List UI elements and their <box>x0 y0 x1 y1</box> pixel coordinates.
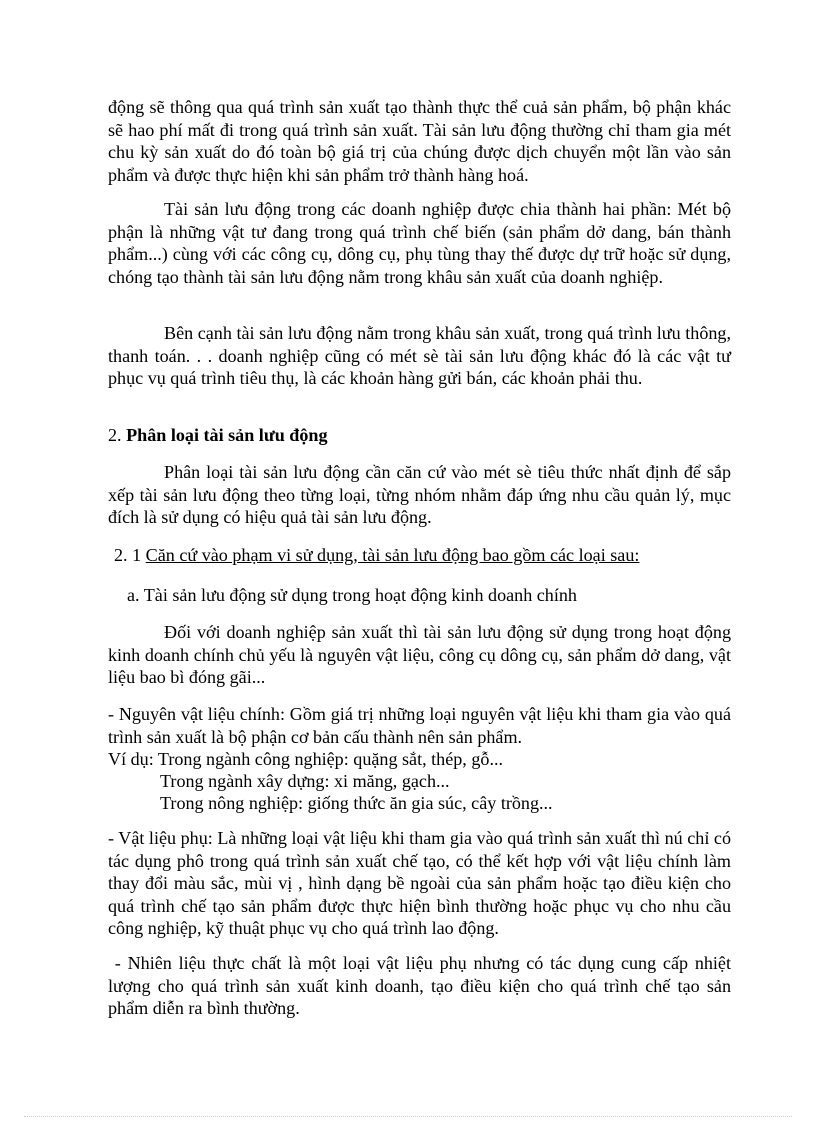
subsection-number: 2. 1 <box>114 545 146 565</box>
subsection-heading-2-1 <box>114 544 639 567</box>
paragraph-fuel: - Nhiên liệu thực chất là một loại vật liệu phụ nhưng có tác dụng cung cấp nhiệt lượng cho quá trình sản xuất kinh doanh, tạo điều kiện cho quá trình chế tạo sản phẩm diễn ra bình thường. <box>108 953 736 1019</box>
paragraph-continued-intro: động sẽ thông qua quá trình sản xuất tạo thành thực thể cuả sản phẩm, bộ phận khác sẽ hao phí mất đi trong quá trình sản xuất. Tài sản lưu động thường chỉ tham gia mét chu kỳ sản xuất do đó toàn bộ giá trị của chúng được dịch chuyển một lần vào sản phẩm và được thực hiện khi sản phẩm trở thành hàng hoá. <box>108 97 731 185</box>
example-line-construction: Trong ngành xây dựng: xi măng, gạch... <box>160 771 450 791</box>
section-heading-number: 2. <box>108 425 127 445</box>
item-a-heading: a. Tài sản lưu động sử dụng trong hoạt động kinh doanh chính <box>127 585 577 605</box>
example-line-agriculture: Trong nông nghiệp: giống thức ăn gia súc, cây trồng... <box>160 793 553 813</box>
paragraph-other-current-assets: Bên cạnh tài sản lưu động nằm trong khâu sản xuất, trong quá trình lưu thông, thanh toán. . . doanh nghiệp cũng có mét sè tài sản lưu động khác đó là các vật tư phục vụ quá trình tiêu thụ, là các khoản hàng gửi bán, các khoản phải thu. <box>108 323 731 389</box>
paragraph-current-assets-two-parts: Tài sản lưu động trong các doanh nghiệp được chia thành hai phần: Mét bộ phận là những vật tư đang trong quá trình chế biến (sản phẩm dở dang, bán thành phẩm...) cùng với các công cụ, dông cụ, phụ tùng thay thế được dự trữ hoặc sử dụng, chóng tạo thành tài sản lưu động nằm trong khâu sản xuất của doanh nghiệp. <box>108 199 731 287</box>
paragraph-auxiliary-materials: - Vật liệu phụ: Là những loại vật liệu khi tham gia vào quá trình sản xuất thì nú chỉ có tác dụng phô trong quá trình sản xuất chế tạo, có thể kết hợp với vật liệu chính làm thay đổi màu sắc, mùi vị , hình dạng bề ngoài của sản phẩm hoặc tạo điều kiện cho quá trình chế tạo sản phẩm được thực hiện bình thường hoặc phục vụ cho nhu cầu công nghiệp, kỹ thuật phục vụ cho quá trình lao động. <box>108 828 731 939</box>
page-bottom-dotted-rule <box>24 1116 792 1117</box>
paragraph-main-materials: - Nguyên vật liệu chính: Gồm giá trị những loại nguyên vật liệu khi tham gia vào quá trình sản xuất là bộ phận cơ bản cấu thành nên sản phẩm. <box>108 704 731 747</box>
section-heading-title: Phân loại tài sản lưu động <box>126 425 328 445</box>
paragraph-classification-intro: Phân loại tài sản lưu động cần căn cứ vào mét sè tiêu thức nhất định để sắp xếp tài sản lưu động theo từng loại, từng nhóm nhằm đáp ứng nhu cầu quản lý, mục đích là sử dụng có hiệu quả tài sản lưu động. <box>108 462 731 528</box>
example-line-industry: Ví dụ: Trong ngành công nghiệp: quặng sắt, thép, gỗ... <box>108 749 504 769</box>
section-heading-2 <box>108 424 328 447</box>
paragraph-manufacturing-assets: Đối với doanh nghiệp sản xuất thì tài sản lưu động sử dụng trong hoạt động kinh doanh chính chủ yếu là nguyên vật liệu, công cụ dông cụ, sản phẩm dở dang, vật liệu bao bì đóng gãi... <box>108 622 731 688</box>
subsection-title: Căn cứ vào phạm vi sử dụng, tài sản lưu động bao gồm các loại sau: <box>145 545 640 565</box>
